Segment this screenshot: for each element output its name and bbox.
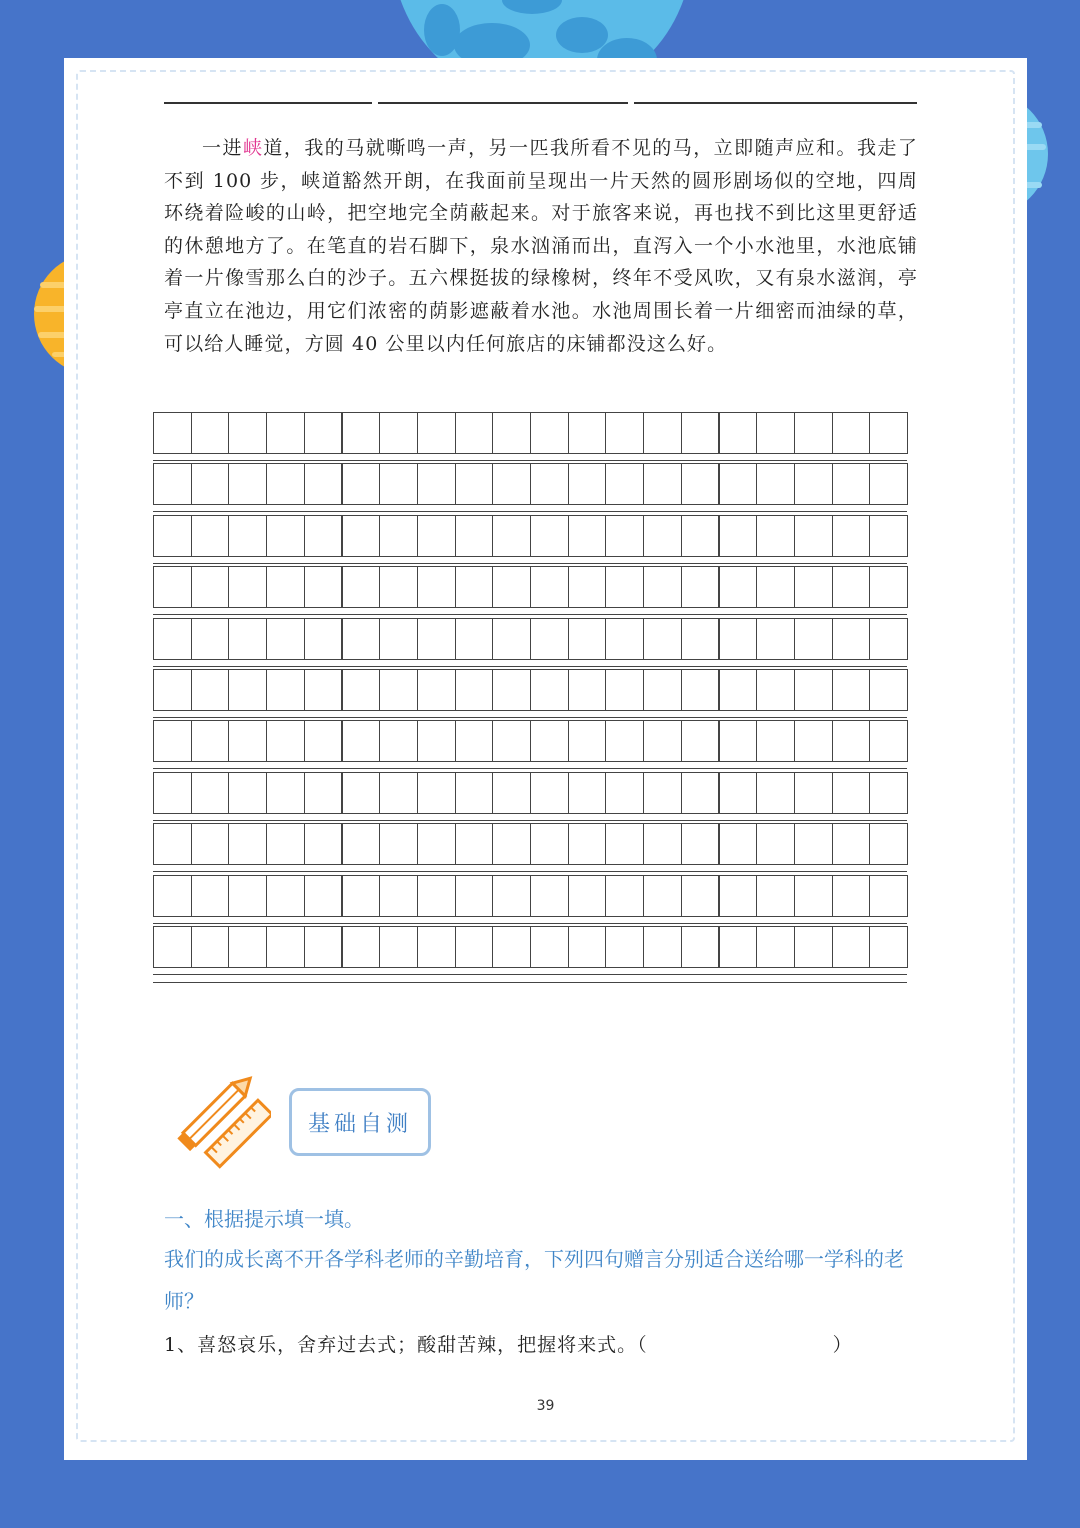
- grid-cell[interactable]: [342, 618, 381, 660]
- grid-cell[interactable]: [153, 772, 192, 814]
- grid-cell[interactable]: [153, 926, 192, 968]
- row-separator-line: [153, 563, 907, 564]
- grid-cell[interactable]: [605, 772, 644, 814]
- grid-cell[interactable]: [832, 823, 871, 865]
- grid-cell[interactable]: [492, 875, 531, 917]
- grid-cell[interactable]: [153, 412, 192, 454]
- grid-row: [153, 515, 907, 567]
- grid-cell[interactable]: [643, 823, 682, 865]
- grid-cell[interactable]: [568, 412, 607, 454]
- grid-cell[interactable]: [794, 926, 833, 968]
- grid-cell[interactable]: [681, 566, 720, 608]
- grid-cell[interactable]: [191, 412, 230, 454]
- grid-cell[interactable]: [681, 412, 720, 454]
- grid-bottom-line: [153, 982, 907, 983]
- grid-cell[interactable]: [228, 926, 267, 968]
- grid-cell[interactable]: [492, 669, 531, 711]
- grid-cell[interactable]: [228, 566, 267, 608]
- question-1: 1、喜怒哀乐，舍弃过去式；酸甜苦辣，把握将来式。（ ）: [164, 1334, 853, 1356]
- grid-cell[interactable]: [492, 463, 531, 505]
- grid-cell[interactable]: [643, 463, 682, 505]
- grid-cell[interactable]: [417, 875, 456, 917]
- grid-cell[interactable]: [304, 463, 343, 505]
- grid-cell[interactable]: [568, 772, 607, 814]
- grid-cell[interactable]: [228, 463, 267, 505]
- grid-row: [153, 669, 907, 721]
- grid-cell[interactable]: [832, 772, 871, 814]
- grid-cell[interactable]: [794, 618, 833, 660]
- question-heading: 一、根据提示填一填。: [164, 1207, 364, 1231]
- grid-cell[interactable]: [492, 720, 531, 762]
- grid-cell[interactable]: [304, 618, 343, 660]
- grid-cell[interactable]: [719, 463, 758, 505]
- grid-cell[interactable]: [681, 515, 720, 557]
- grid-cell[interactable]: [605, 618, 644, 660]
- grid-cell[interactable]: [379, 772, 418, 814]
- grid-cell[interactable]: [568, 566, 607, 608]
- grid-cell[interactable]: [379, 463, 418, 505]
- grid-cell[interactable]: [832, 875, 871, 917]
- grid-cell[interactable]: [794, 720, 833, 762]
- grid-cell[interactable]: [455, 566, 494, 608]
- grid-cell[interactable]: [228, 823, 267, 865]
- grid-cell[interactable]: [191, 515, 230, 557]
- grid-cell[interactable]: [719, 772, 758, 814]
- grid-cell[interactable]: [191, 463, 230, 505]
- grid-cell[interactable]: [342, 669, 381, 711]
- grid-cell[interactable]: [681, 720, 720, 762]
- grid-cell[interactable]: [568, 463, 607, 505]
- grid-cell[interactable]: [568, 926, 607, 968]
- grid-cell[interactable]: [379, 412, 418, 454]
- grid-cell[interactable]: [756, 772, 795, 814]
- pencil-ruler-icon: [176, 1070, 271, 1170]
- grid-cell[interactable]: [191, 926, 230, 968]
- grid-cell[interactable]: [605, 669, 644, 711]
- grid-cell[interactable]: [153, 875, 192, 917]
- grid-cell[interactable]: [794, 515, 833, 557]
- grid-cell[interactable]: [342, 875, 381, 917]
- row-separator-line: [153, 666, 907, 667]
- grid-cell[interactable]: [304, 566, 343, 608]
- grid-cell[interactable]: [191, 618, 230, 660]
- question-intro: 我们的成长离不开各学科老师的辛勤培育，下列四句赠言分别适合送给哪一学科的老师？: [164, 1247, 904, 1313]
- grid-cell[interactable]: [530, 926, 569, 968]
- grid-cell[interactable]: [794, 463, 833, 505]
- grid-cell[interactable]: [417, 515, 456, 557]
- grid-cell[interactable]: [266, 926, 305, 968]
- grid-cell[interactable]: [719, 875, 758, 917]
- grid-cell[interactable]: [417, 566, 456, 608]
- grid-cell[interactable]: [379, 875, 418, 917]
- grid-cell[interactable]: [719, 618, 758, 660]
- grid-cell[interactable]: [191, 720, 230, 762]
- grid-cell[interactable]: [719, 515, 758, 557]
- grid-cell[interactable]: [304, 669, 343, 711]
- grid-cell[interactable]: [191, 772, 230, 814]
- grid-row: [153, 926, 907, 978]
- highlighted-character: 峡: [242, 137, 264, 159]
- reading-passage: 一进峡道，我的马就嘶鸣一声，另一匹我所看不见的马，立即随声应和。我走了不到 100 步，峡道豁然开朗，在我面前呈现出一片天然的圆形剧场似的空地，四周环绕着险峻的山岭，把空地完全荫蔽起来。对于旅客来说，再也找不到比这里更舒适的休憩地方了。在笔直的岩石脚下，泉水汹涌而出，直泻入一个小水池里，水池底铺着一片像雪那么白的沙子。五六棵挺拔的绿橡树，终年不受风吹，又有泉水滋润，亭亭直立在池边，用它们浓密的荫影遮蔽着水池。水池周围长着一片细密而油绿的草，可以给人睡觉，方圆 40 公里以内任何旅店的床铺都没这么好。: [164, 137, 918, 355]
- grid-cell[interactable]: [191, 875, 230, 917]
- grid-cell[interactable]: [869, 412, 908, 454]
- grid-cell[interactable]: [455, 875, 494, 917]
- grid-cell[interactable]: [869, 772, 908, 814]
- grid-cell[interactable]: [568, 618, 607, 660]
- grid-cell[interactable]: [643, 669, 682, 711]
- grid-cell[interactable]: [191, 669, 230, 711]
- grid-cell[interactable]: [266, 875, 305, 917]
- grid-cell[interactable]: [719, 566, 758, 608]
- grid-cell[interactable]: [869, 618, 908, 660]
- grid-cell[interactable]: [153, 566, 192, 608]
- grid-cell[interactable]: [756, 823, 795, 865]
- grid-row: [153, 618, 907, 670]
- grid-cell[interactable]: [379, 566, 418, 608]
- grid-cell[interactable]: [681, 875, 720, 917]
- grid-cell[interactable]: [530, 875, 569, 917]
- grid-cell[interactable]: [756, 566, 795, 608]
- grid-cell[interactable]: [568, 875, 607, 917]
- grid-cell[interactable]: [568, 720, 607, 762]
- grid-cell[interactable]: [756, 412, 795, 454]
- grid-cell[interactable]: [153, 618, 192, 660]
- grid-cell[interactable]: [342, 926, 381, 968]
- grid-cell[interactable]: [492, 823, 531, 865]
- grid-cell[interactable]: [492, 772, 531, 814]
- grid-cell[interactable]: [530, 772, 569, 814]
- grid-cell[interactable]: [794, 412, 833, 454]
- grid-cell[interactable]: [719, 823, 758, 865]
- grid-row: [153, 412, 907, 464]
- grid-cell[interactable]: [869, 823, 908, 865]
- grid-cell[interactable]: [832, 412, 871, 454]
- worksheet-page: [64, 58, 1027, 1460]
- grid-cell[interactable]: [605, 875, 644, 917]
- grid-cell[interactable]: [832, 566, 871, 608]
- grid-cell[interactable]: [756, 720, 795, 762]
- grid-cell[interactable]: [794, 566, 833, 608]
- grid-cell[interactable]: [530, 823, 569, 865]
- grid-cell[interactable]: [794, 669, 833, 711]
- grid-row: [153, 463, 907, 515]
- grid-cell[interactable]: [304, 823, 343, 865]
- grid-cell[interactable]: [492, 618, 531, 660]
- row-separator-line: [153, 717, 907, 718]
- grid-cell[interactable]: [266, 566, 305, 608]
- grid-cell[interactable]: [492, 515, 531, 557]
- grid-cell[interactable]: [681, 669, 720, 711]
- grid-cell[interactable]: [191, 566, 230, 608]
- grid-cell[interactable]: [605, 515, 644, 557]
- grid-row: [153, 772, 907, 824]
- grid-cell[interactable]: [568, 669, 607, 711]
- grid-cell[interactable]: [455, 823, 494, 865]
- grid-cell[interactable]: [530, 669, 569, 711]
- grid-cell[interactable]: [643, 926, 682, 968]
- grid-cell[interactable]: [342, 720, 381, 762]
- row-separator-line: [153, 511, 907, 512]
- grid-cell[interactable]: [304, 412, 343, 454]
- grid-cell[interactable]: [228, 772, 267, 814]
- row-separator-line: [153, 768, 907, 769]
- row-separator-line: [153, 974, 907, 975]
- grid-cell[interactable]: [228, 618, 267, 660]
- grid-cell[interactable]: [455, 926, 494, 968]
- grid-cell[interactable]: [417, 772, 456, 814]
- grid-cell[interactable]: [756, 515, 795, 557]
- grid-cell[interactable]: [304, 926, 343, 968]
- grid-cell[interactable]: [869, 463, 908, 505]
- grid-cell[interactable]: [492, 926, 531, 968]
- grid-cell[interactable]: [492, 412, 531, 454]
- grid-cell[interactable]: [266, 823, 305, 865]
- grid-cell[interactable]: [643, 412, 682, 454]
- row-separator-line: [153, 820, 907, 821]
- grid-cell[interactable]: [266, 772, 305, 814]
- grid-cell[interactable]: [228, 720, 267, 762]
- grid-cell[interactable]: [228, 515, 267, 557]
- grid-cell[interactable]: [153, 823, 192, 865]
- grid-cell[interactable]: [530, 566, 569, 608]
- grid-cell[interactable]: [379, 618, 418, 660]
- grid-cell[interactable]: [869, 875, 908, 917]
- grid-cell[interactable]: [794, 875, 833, 917]
- grid-cell[interactable]: [605, 566, 644, 608]
- grid-cell[interactable]: [342, 515, 381, 557]
- grid-cell[interactable]: [266, 669, 305, 711]
- row-separator-line: [153, 871, 907, 872]
- row-separator-line: [153, 923, 907, 924]
- grid-cell[interactable]: [228, 875, 267, 917]
- grid-cell[interactable]: [756, 926, 795, 968]
- grid-cell[interactable]: [643, 618, 682, 660]
- grid-cell[interactable]: [492, 566, 531, 608]
- grid-cell[interactable]: [568, 823, 607, 865]
- grid-cell[interactable]: [342, 823, 381, 865]
- grid-row: [153, 875, 907, 927]
- grid-cell[interactable]: [153, 463, 192, 505]
- grid-cell[interactable]: [266, 720, 305, 762]
- grid-cell[interactable]: [417, 463, 456, 505]
- grid-cell[interactable]: [681, 926, 720, 968]
- section-badge: 基础自测: [289, 1088, 431, 1156]
- grid-cell[interactable]: [342, 566, 381, 608]
- grid-cell[interactable]: [719, 412, 758, 454]
- grid-row: [153, 823, 907, 875]
- grid-cell[interactable]: [643, 566, 682, 608]
- grid-cell[interactable]: [153, 720, 192, 762]
- grid-cell[interactable]: [869, 515, 908, 557]
- grid-cell[interactable]: [530, 515, 569, 557]
- grid-cell[interactable]: [719, 926, 758, 968]
- grid-cell[interactable]: [455, 720, 494, 762]
- grid-cell[interactable]: [832, 515, 871, 557]
- grid-cell[interactable]: [417, 412, 456, 454]
- grid-cell[interactable]: [191, 823, 230, 865]
- top-rule-lines: [164, 102, 917, 105]
- grid-cell[interactable]: [228, 669, 267, 711]
- grid-cell[interactable]: [266, 618, 305, 660]
- grid-cell[interactable]: [455, 515, 494, 557]
- grid-cell[interactable]: [455, 463, 494, 505]
- grid-cell[interactable]: [153, 669, 192, 711]
- row-separator-line: [153, 460, 907, 461]
- grid-cell[interactable]: [455, 618, 494, 660]
- grid-cell[interactable]: [869, 926, 908, 968]
- grid-cell[interactable]: [417, 618, 456, 660]
- row-separator-line: [153, 614, 907, 615]
- grid-cell[interactable]: [379, 926, 418, 968]
- grid-row: [153, 566, 907, 618]
- grid-cell[interactable]: [417, 669, 456, 711]
- grid-cell[interactable]: [719, 669, 758, 711]
- grid-cell[interactable]: [681, 823, 720, 865]
- grid-cell[interactable]: [304, 720, 343, 762]
- grid-cell[interactable]: [304, 515, 343, 557]
- grid-cell[interactable]: [681, 463, 720, 505]
- grid-cell[interactable]: [266, 515, 305, 557]
- grid-cell[interactable]: [228, 412, 267, 454]
- grid-cell[interactable]: [379, 720, 418, 762]
- grid-cell[interactable]: [605, 823, 644, 865]
- grid-cell[interactable]: [379, 823, 418, 865]
- grid-cell[interactable]: [379, 669, 418, 711]
- grid-cell[interactable]: [832, 463, 871, 505]
- grid-cell[interactable]: [417, 823, 456, 865]
- grid-cell[interactable]: [832, 926, 871, 968]
- grid-cell[interactable]: [530, 463, 569, 505]
- grid-cell[interactable]: [794, 823, 833, 865]
- grid-cell[interactable]: [605, 720, 644, 762]
- grid-cell[interactable]: [832, 618, 871, 660]
- grid-cell[interactable]: [756, 618, 795, 660]
- grid-cell[interactable]: [530, 412, 569, 454]
- grid-cell[interactable]: [643, 875, 682, 917]
- grid-cell[interactable]: [605, 463, 644, 505]
- grid-cell[interactable]: [455, 669, 494, 711]
- grid-cell[interactable]: [304, 875, 343, 917]
- grid-cell[interactable]: [342, 463, 381, 505]
- grid-cell[interactable]: [417, 926, 456, 968]
- grid-cell[interactable]: [605, 412, 644, 454]
- grid-cell[interactable]: [342, 772, 381, 814]
- grid-cell[interactable]: [455, 412, 494, 454]
- grid-cell[interactable]: [756, 875, 795, 917]
- grid-cell[interactable]: [643, 515, 682, 557]
- grid-cell[interactable]: [153, 515, 192, 557]
- page-number: 39: [536, 1398, 555, 1414]
- grid-cell[interactable]: [304, 772, 343, 814]
- grid-cell[interactable]: [643, 720, 682, 762]
- grid-cell[interactable]: [379, 515, 418, 557]
- grid-cell[interactable]: [869, 720, 908, 762]
- grid-cell[interactable]: [832, 669, 871, 711]
- grid-cell[interactable]: [530, 720, 569, 762]
- grid-cell[interactable]: [794, 772, 833, 814]
- grid-cell[interactable]: [643, 772, 682, 814]
- grid-cell[interactable]: [266, 463, 305, 505]
- grid-cell[interactable]: [869, 669, 908, 711]
- grid-cell[interactable]: [568, 515, 607, 557]
- grid-cell[interactable]: [719, 720, 758, 762]
- grid-cell[interactable]: [681, 772, 720, 814]
- grid-cell[interactable]: [756, 669, 795, 711]
- grid-cell[interactable]: [832, 720, 871, 762]
- grid-cell[interactable]: [681, 618, 720, 660]
- grid-row: [153, 720, 907, 772]
- grid-cell[interactable]: [530, 618, 569, 660]
- grid-cell[interactable]: [756, 463, 795, 505]
- grid-cell[interactable]: [342, 412, 381, 454]
- grid-cell[interactable]: [455, 772, 494, 814]
- grid-cell[interactable]: [605, 926, 644, 968]
- grid-cell[interactable]: [266, 412, 305, 454]
- grid-cell[interactable]: [417, 720, 456, 762]
- grid-cell[interactable]: [869, 566, 908, 608]
